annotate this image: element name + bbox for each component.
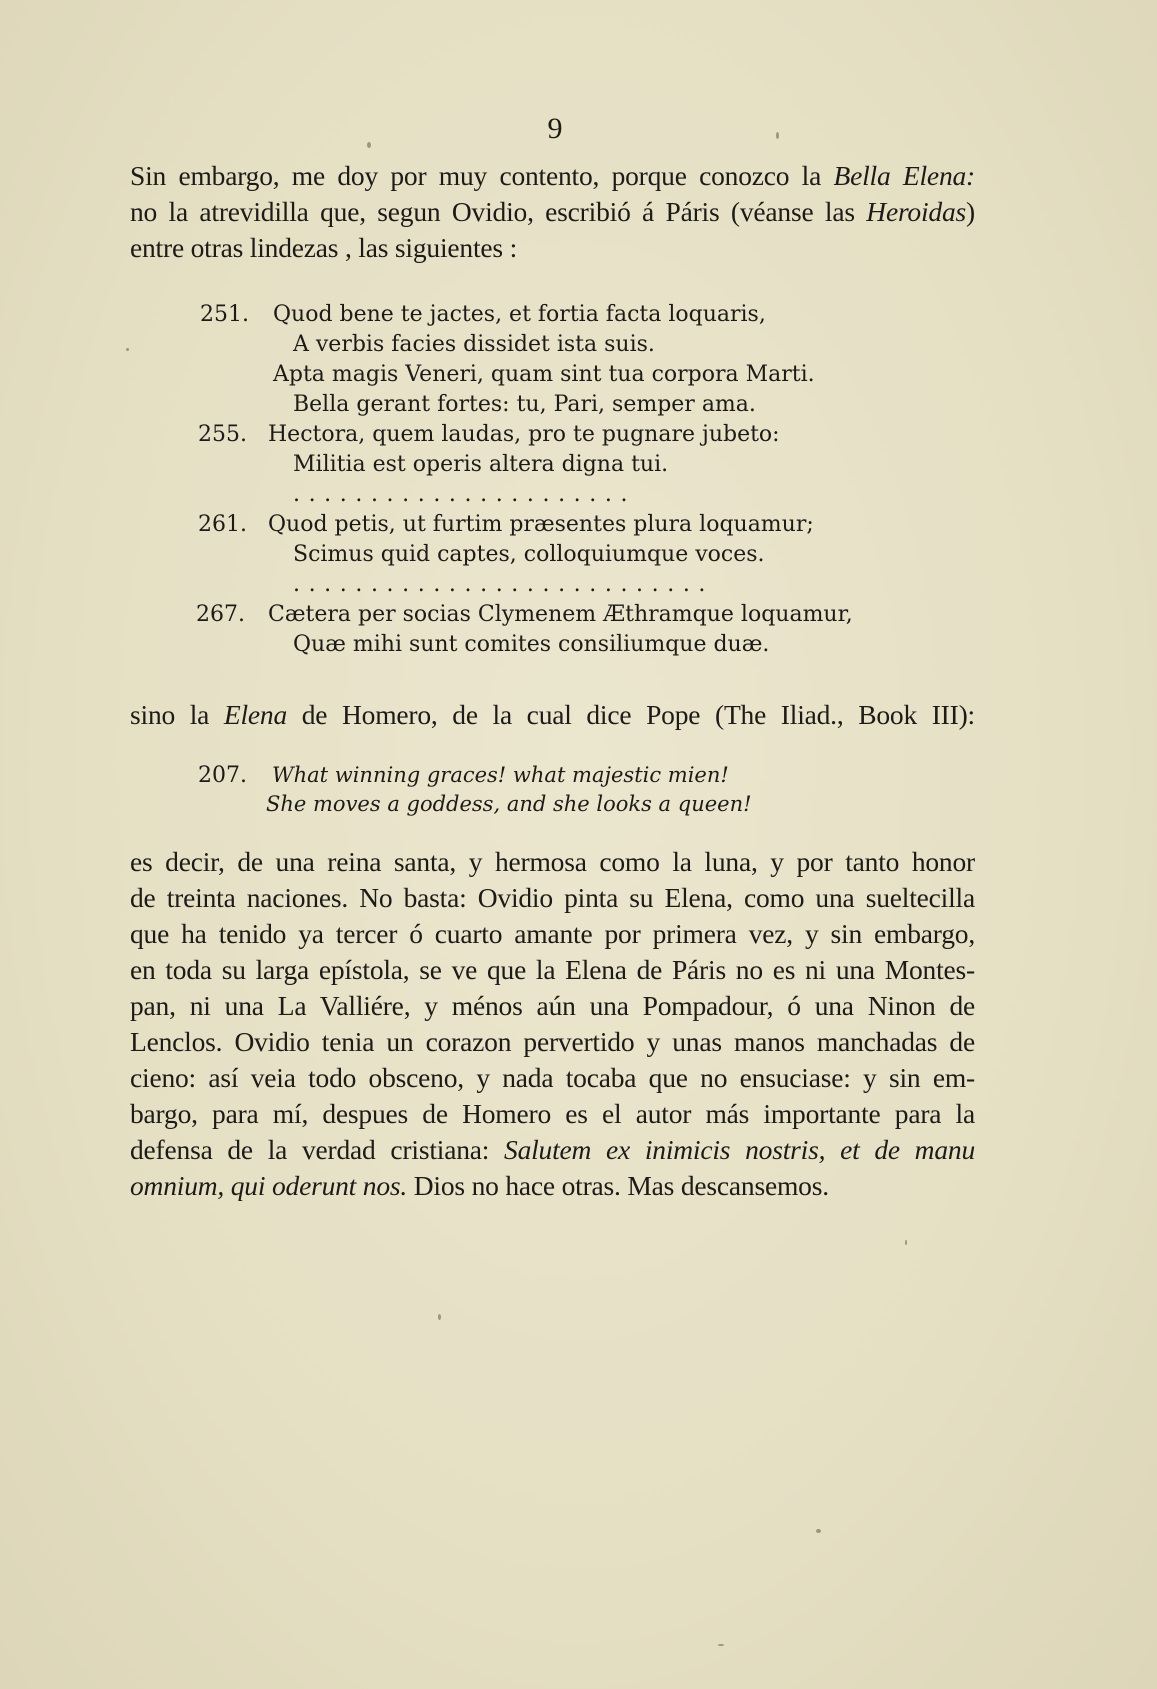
verse-line-208: She moves a goddess, and she looks a queen! xyxy=(266,792,752,816)
verse-line-267: Cætera per socias Clymenem Æthramque loquamur, xyxy=(268,602,853,627)
closing-paragraph xyxy=(130,844,975,1204)
bella-elena-italic: Bella Elena: xyxy=(833,160,975,191)
intro-line-3: entre otras lindezas , las siguientes : xyxy=(130,232,518,263)
pope-intro-paragraph xyxy=(130,697,975,733)
closing-line-6: Lenclos. Ovidio tenia un corazon pervertido y unas manos manchadas de xyxy=(130,1026,975,1057)
page-number: 9 xyxy=(547,112,563,145)
paper-speck xyxy=(126,348,129,351)
ellipsis-row-2: ........................... xyxy=(293,572,715,597)
pope-intro-line xyxy=(130,697,975,733)
ellipsis-row-1: ...................... xyxy=(293,482,637,507)
closing-line-4: en toda su larga epístola, se ve que la Elena de Páris no es ni una Montes- xyxy=(130,954,975,985)
paper-speck xyxy=(816,1529,821,1533)
verse-line-207: What winning graces! what majestic mien! xyxy=(272,763,729,787)
paper-speck xyxy=(776,132,779,139)
verse-number-207: 207. xyxy=(198,763,247,788)
paper-speck xyxy=(438,1314,441,1320)
pope-intro-text-a: sino la xyxy=(130,699,224,730)
closing-line-8: bargo, para mí, despues de Homero es el autor más importante para la xyxy=(130,1098,975,1129)
verse-line-268: Quæ mihi sunt comites consiliumque duæ. xyxy=(293,632,770,657)
verse-line-254: Bella gerant fortes: tu, Pari, semper ama. xyxy=(293,392,756,417)
verse-number-261: 261. xyxy=(198,512,247,537)
paper-speck xyxy=(718,1644,724,1646)
heroidas-italic: Heroidas xyxy=(866,196,967,227)
closing-line-10 xyxy=(130,1168,975,1204)
paper-speck xyxy=(367,142,371,148)
closing-line-10-text: Dios no hace otras. Mas descansemos. xyxy=(407,1170,829,1201)
verse-line-253: Apta magis Veneri, quam sint tua corpora Marti. xyxy=(273,362,815,387)
intro-line-2-text: no la atrevidilla que, segun Ovidio, escribió á Páris (véanse las xyxy=(130,196,867,227)
pope-intro-text-b: de Homero, de la cual dice Pope (The Iliad., Book III): xyxy=(287,699,975,730)
closing-line-5: pan, ni una La Valliére, y ménos aún una Pompadour, ó una Ninon de xyxy=(130,990,975,1021)
intro-line-2 xyxy=(130,194,975,230)
verse-line-252: A verbis facies dissidet ista suis. xyxy=(293,332,655,357)
verse-line-251: Quod bene te jactes, et fortia facta loquaris, xyxy=(273,302,766,327)
verse-number-267: 267. xyxy=(196,602,245,627)
intro-line-1-text: Sin embargo, me doy por muy contento, porque conozco la xyxy=(130,160,834,191)
closing-line-9 xyxy=(130,1132,975,1168)
closing-line-7: cieno: así veia todo obsceno, y nada tocaba que no ensuciase: y sin em- xyxy=(130,1062,975,1093)
verse-number-251: 251. xyxy=(200,302,249,327)
intro-line-1 xyxy=(130,158,975,194)
elena-italic: Elena xyxy=(223,699,288,730)
verse-line-262: Scimus quid captes, colloquiumque voces. xyxy=(293,542,765,567)
intro-paragraph xyxy=(130,158,975,266)
verse-line-255: Hectora, quem laudas, pro te pugnare jubeto: xyxy=(268,422,780,447)
paper-speck xyxy=(905,1240,907,1245)
closing-line-3: que ha tenido ya tercer ó cuarto amante por primera vez, y sin embargo, xyxy=(130,918,975,949)
omnium-italic: omnium, qui oderunt nos. xyxy=(130,1170,408,1201)
closing-line-9-text: defensa de la verdad cristiana: xyxy=(130,1134,505,1165)
intro-line-2-close: ) xyxy=(966,196,975,227)
verse-line-261: Quod petis, ut furtim præsentes plura loquamur; xyxy=(268,512,814,537)
closing-line-2: de treinta naciones. No basta: Ovidio pinta su Elena, como una sueltecilla xyxy=(130,882,975,913)
verse-number-255: 255. xyxy=(198,422,247,447)
salutem-italic: Salutem ex inimicis nostris, et de manu xyxy=(504,1134,975,1165)
verse-line-256: Militia est operis altera digna tui. xyxy=(293,452,669,477)
closing-line-1: es decir, de una reina santa, y hermosa como la luna, y por tanto honor xyxy=(130,846,975,877)
